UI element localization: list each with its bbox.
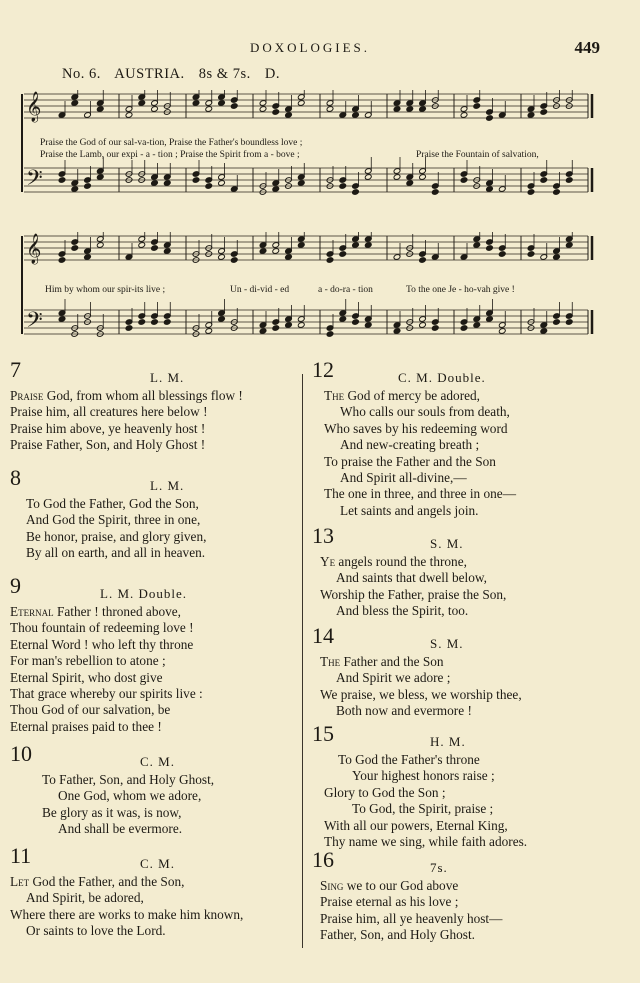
- note-head: [192, 100, 200, 107]
- hymn-meter: S. M.: [430, 536, 464, 551]
- note-head: [326, 106, 334, 113]
- hymn-line: Let God the Father, and the Son,: [10, 874, 185, 889]
- hymn-line: And Spirit we adore ;: [336, 670, 451, 686]
- note-head: [406, 106, 414, 113]
- note-head: [218, 316, 226, 323]
- note-head: [460, 112, 468, 119]
- hymn-number: 9: [10, 573, 21, 598]
- music-system-1: [18, 90, 594, 220]
- note-head: [285, 112, 293, 119]
- note-head: [84, 254, 92, 261]
- hymn-line: We praise, we bless, we worship thee,: [320, 686, 522, 702]
- hymn-number: 13: [312, 523, 334, 548]
- hymn-line: Praise eternal as his love ;: [320, 894, 459, 910]
- note-head: [540, 109, 548, 116]
- note-head: [431, 189, 439, 196]
- note-head: [419, 174, 427, 181]
- hymn-line: To God the Father, God the Son,: [26, 496, 199, 511]
- tune-number: No. 6.: [62, 66, 101, 82]
- hymn-line: The one in three, and three in one—: [324, 486, 516, 502]
- hymn-line: Who saves by his redeeming word: [324, 420, 508, 436]
- hymn-line: Praise him above, ye heavenly host !: [10, 420, 206, 436]
- note-head: [205, 328, 213, 335]
- hymn-line: Praise Father, Son, and Holy Ghost !: [10, 437, 206, 453]
- treble-clef-icon: 𝄞: [26, 234, 42, 264]
- note-head: [473, 103, 481, 110]
- bass-clef-icon: 𝄢: [26, 308, 43, 338]
- note-head: [419, 322, 427, 329]
- hymn-line: Be honor, praise, and glory given,: [26, 528, 207, 544]
- note-head: [71, 245, 79, 252]
- hymn-number: 16: [312, 847, 334, 872]
- hymn-line: The Father and the Son: [320, 654, 444, 669]
- note-head: [125, 325, 133, 332]
- note-head: [527, 189, 535, 196]
- hymn-line: Glory to God the Son ;: [324, 784, 446, 800]
- hymn-line: Thy name we sing, while faith adores.: [324, 834, 528, 850]
- note-head: [230, 103, 238, 110]
- music-system-2: 𝄞 𝄢 Him by whom our spir-its live ; Un - di-vid - ed a - do-ra - tion To the one Je - ho-vah give !: [18, 232, 594, 352]
- hymn-line: To praise the Father and the Son: [324, 453, 496, 469]
- bass-clef-icon: 𝄢: [26, 166, 43, 196]
- tune-heading: [62, 66, 290, 83]
- note-head: [259, 106, 267, 113]
- note-head: [218, 254, 226, 261]
- note-head: [565, 242, 573, 249]
- note-head: [58, 177, 66, 184]
- hymn-number: 14: [312, 623, 334, 648]
- note-head: [205, 106, 213, 113]
- note-head: [364, 174, 372, 181]
- note-head: [473, 242, 481, 249]
- hymn-line: Praise God, from whom all blessings flow !: [10, 388, 243, 403]
- hymn-line: Be glory as it was, is now,: [42, 804, 182, 820]
- note-head: [498, 251, 506, 258]
- hymn-line: And Spirit, be adored,: [26, 890, 144, 906]
- note-head: [326, 331, 334, 338]
- hymn-line: Thou fountain of redeeming love !: [10, 620, 194, 636]
- lyrics-system-1-line-2: Praise the Lamb, our expi - a - tion ; Praise the Spirit from a - bove ;: [40, 150, 300, 160]
- note-head: [163, 180, 171, 187]
- hymn-line: That grace whereby our spirits live :: [10, 686, 203, 702]
- hymn-lines: [10, 496, 206, 562]
- hymn-number: 11: [10, 843, 32, 868]
- hymn-number: 15: [312, 721, 334, 746]
- hymn-line: One God, whom we adore,: [58, 788, 202, 804]
- note-head: [393, 328, 401, 335]
- note-head: [339, 251, 347, 258]
- hymn-line: Worship the Father, praise the Son,: [320, 586, 507, 602]
- note-head: [486, 245, 494, 252]
- tune-meter: 8s & 7s.: [198, 66, 251, 82]
- note-head: [339, 316, 347, 323]
- note-head: [297, 322, 305, 329]
- hymn-line: With all our powers, Eternal King,: [324, 817, 508, 833]
- note-head: [138, 319, 146, 326]
- note-head: [285, 254, 293, 261]
- hymn-lines: [312, 388, 516, 519]
- note-head: [151, 245, 159, 252]
- note-head: [272, 109, 280, 116]
- note-head: [272, 248, 280, 255]
- note-head: [364, 242, 372, 249]
- hymn-meter: L. M. Double.: [100, 586, 188, 601]
- hymn-line: Praise him, all creatures here below !: [10, 404, 208, 420]
- hymn-line: Who calls our souls from death,: [340, 404, 510, 420]
- note-head: [393, 174, 401, 181]
- hymn-line: Where there are works to make him known,: [10, 906, 244, 922]
- note-head: [151, 106, 159, 113]
- hymn-line: Father, Son, and Holy Ghost.: [320, 927, 475, 943]
- note-head: [259, 248, 267, 255]
- treble-clef-icon: 𝄞: [26, 92, 42, 122]
- note-head: [364, 322, 372, 329]
- hymn-line: Sing we to our God above: [320, 878, 459, 893]
- note-head: [540, 177, 548, 184]
- note-head: [58, 257, 66, 264]
- note-head: [125, 112, 133, 119]
- hymn-line: Thou God of our salvation, be: [10, 702, 171, 718]
- column-divider: [302, 374, 303, 948]
- note-head: [230, 257, 238, 264]
- note-head: [218, 100, 226, 107]
- hymn-line: And saints that dwell below,: [336, 570, 487, 586]
- note-head: [393, 106, 401, 113]
- hymn-line: Or saints to love the Lord.: [26, 923, 166, 939]
- note-head: [205, 183, 213, 190]
- note-head: [527, 251, 535, 258]
- hymn-meter: C. M.: [140, 856, 175, 871]
- hymn-lines: [312, 878, 502, 944]
- hymn-lines: [10, 874, 243, 940]
- note-head: [272, 186, 280, 193]
- note-head: [339, 183, 347, 190]
- hymn-meter: L. M.: [150, 478, 185, 493]
- hymn-line: By all on earth, and all in heaven.: [26, 545, 206, 561]
- note-head: [352, 189, 360, 196]
- note-head: [259, 328, 267, 335]
- hymn-number: 10: [10, 741, 32, 766]
- hymn-line: And new-creating breath ;: [340, 437, 480, 453]
- hymn-meter: C. M. Double.: [398, 370, 486, 385]
- hymn-line: To God, the Spirit, praise ;: [352, 801, 494, 817]
- note-head: [272, 325, 280, 332]
- hymn-meter: H. M.: [430, 734, 466, 749]
- note-head: [218, 180, 226, 187]
- note-head: [460, 325, 468, 332]
- hymn-meter: S. M.: [430, 636, 464, 651]
- hymn-meter: C. M.: [140, 754, 175, 769]
- hymn-lines: [10, 772, 214, 838]
- note-head: [96, 106, 104, 113]
- hymn-line: And God the Spirit, three in one,: [26, 512, 201, 528]
- note-head: [96, 242, 104, 249]
- hymn-line: Ye angels round the throne,: [320, 554, 467, 569]
- hymn-lines: [312, 752, 527, 850]
- hymn-number: 7: [10, 357, 21, 382]
- note-head: [406, 180, 414, 187]
- hymn-line: And Spirit all-divine,—: [340, 470, 467, 486]
- hymn-number: 8: [10, 465, 21, 490]
- note-head: [71, 186, 79, 193]
- note-head: [419, 257, 427, 264]
- note-head: [352, 112, 360, 119]
- hymn-line: And shall be evermore.: [58, 821, 183, 837]
- hymn-line: Your highest honors raise ;: [352, 768, 495, 784]
- lyrics-system-1-line-1: Praise the God of our sal-va-tion, Praise the Father's boundless love ;: [40, 138, 303, 148]
- note-head: [460, 177, 468, 184]
- note-head: [163, 248, 171, 255]
- note-head: [297, 100, 305, 107]
- note-head: [553, 319, 561, 326]
- note-head: [527, 112, 535, 119]
- page-title: DOXOLOGIES.: [249, 40, 371, 55]
- note-head: [151, 319, 159, 326]
- note-head: [151, 180, 159, 187]
- note-head: [297, 242, 305, 249]
- page-number: 449: [574, 38, 600, 57]
- note-head: [326, 257, 334, 264]
- hymn-meter: 7s.: [430, 860, 448, 875]
- hymn-lines: [10, 388, 243, 454]
- note-head: [163, 319, 171, 326]
- note-head: [486, 115, 494, 122]
- hymn-line: Eternal Spirit, who dost give: [10, 669, 163, 685]
- note-head: [486, 186, 494, 193]
- hymn-line: To Father, Son, and Holy Ghost,: [42, 772, 215, 787]
- note-head: [84, 183, 92, 190]
- hymn-meter: L. M.: [150, 370, 185, 385]
- hymn-line: To God the Father's throne: [338, 752, 480, 767]
- note-head: [486, 316, 494, 323]
- note-head: [138, 100, 146, 107]
- lyrics-system-1-refrain: Praise the Fountain of salvation,: [416, 150, 539, 160]
- note-head: [431, 325, 439, 332]
- hymn-line: Let saints and angels join.: [340, 502, 479, 518]
- note-head: [473, 322, 481, 329]
- tune-name: AUSTRIA.: [114, 66, 185, 82]
- hymn-line: And bless the Spirit, too.: [336, 603, 469, 619]
- note-head: [565, 319, 573, 326]
- note-head: [419, 106, 427, 113]
- note-head: [285, 322, 293, 329]
- hymn-lines: [312, 554, 506, 620]
- note-head: [297, 180, 305, 187]
- note-head: [71, 100, 79, 107]
- hymn-line: The God of mercy be adored,: [324, 388, 480, 403]
- hymn-line: Both now and evermore !: [336, 703, 472, 719]
- hymn-line: Eternal praises paid to thee !: [10, 718, 162, 734]
- note-head: [192, 177, 200, 184]
- hymn-line: For man's rebellion to atone ;: [10, 653, 166, 669]
- note-head: [138, 242, 146, 249]
- tune-key: D.: [264, 66, 280, 82]
- note-head: [553, 254, 561, 261]
- note-head: [540, 328, 548, 335]
- hymn-line: Eternal Word ! who left thy throne: [10, 636, 194, 652]
- note-head: [553, 189, 561, 196]
- hymn-line: Praise him, all ye heavenly host—: [320, 910, 503, 926]
- note-head: [352, 319, 360, 326]
- hymn-line: Eternal Father ! throned above,: [10, 604, 182, 619]
- note-head: [352, 242, 360, 249]
- hymn-lines: [312, 654, 522, 720]
- note-head: [565, 177, 573, 184]
- note-head: [58, 316, 66, 323]
- hymn-lines: [10, 604, 203, 735]
- hymn-number: 12: [312, 357, 334, 382]
- note-head: [96, 174, 104, 181]
- note-head: [498, 328, 506, 335]
